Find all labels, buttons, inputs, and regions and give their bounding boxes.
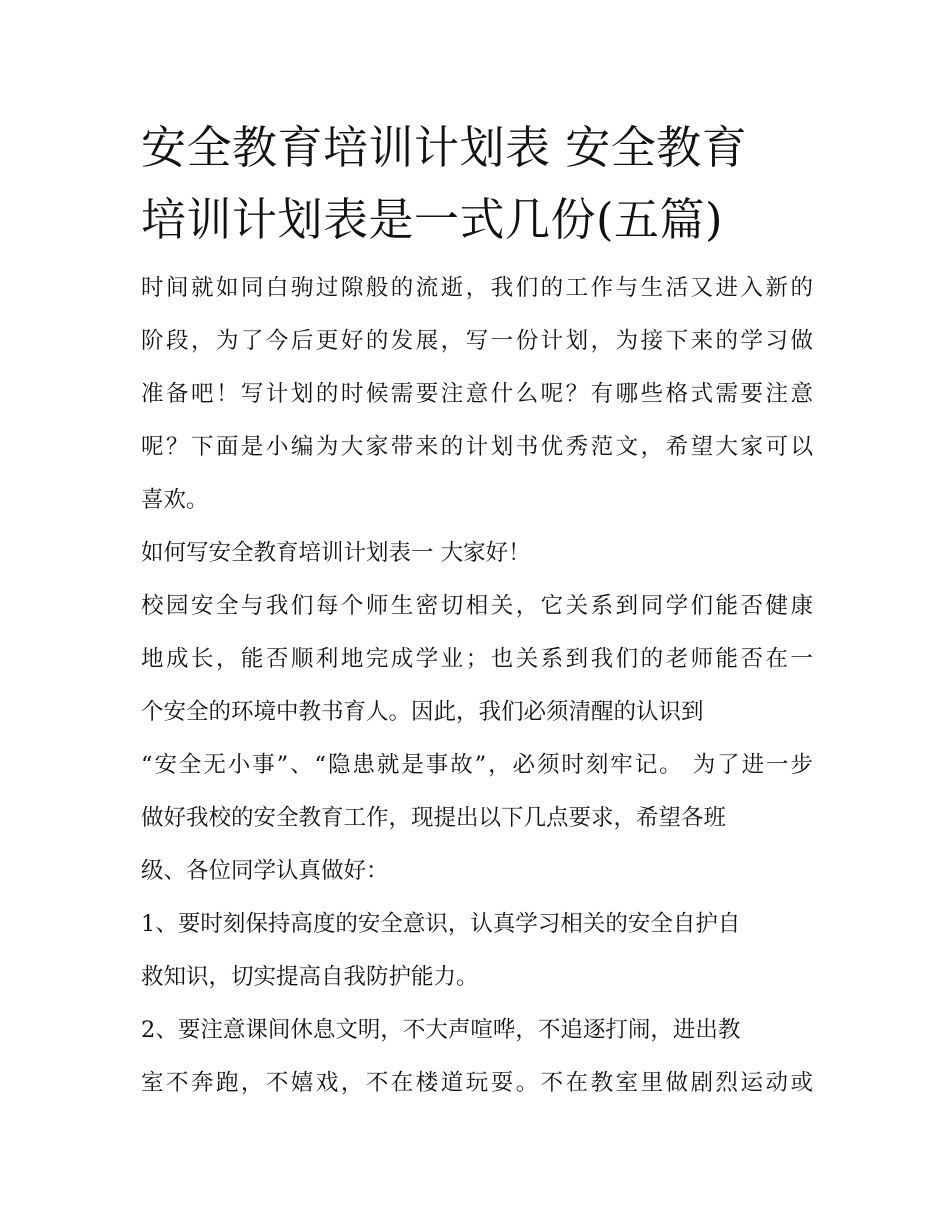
body-line: 阶段，为了今后更好的发展，写一份计划，为接下来的学习做: [141, 328, 813, 354]
body-line: 呢？下面是小编为大家带来的计划书优秀范文，希望大家可以: [141, 434, 813, 460]
body-line: 准备吧！写计划的时候需要注意什么呢？有哪些格式需要注意: [141, 381, 813, 407]
document-page: [141, 112, 813, 1110]
body-line: 地成长，能否顺利地完成学业；也关系到我们的老师能否在一: [141, 646, 813, 672]
document-title: [141, 112, 813, 256]
body-line: 喜欢。: [141, 487, 209, 513]
body-line: 室不奔跑，不嬉戏，不在楼道玩耍。不在教室里做剧烈运动或: [141, 1070, 813, 1096]
body-line: 时间就如同白驹过隙般的流逝，我们的工作与生活又进入新的: [141, 275, 813, 301]
body-line: 级、各位同学认真做好：: [141, 858, 389, 884]
title-line: 培训计划表是一式几份(五篇): [141, 193, 724, 246]
body-line: 做好我校的安全教育工作，现提出以下几点要求，希望各班: [141, 805, 727, 831]
title-line: 安全教育培训计划表 安全教育: [141, 121, 748, 174]
body-line: “安全无小事”、“隐患就是事故”，必须时刻牢记。 为了进一步: [141, 752, 813, 778]
list-item-2: 2、要注意课间休息文明，不大声喧哗，不追逐打闹，进出教: [141, 1017, 741, 1043]
body-line: 校园安全与我们每个师生密切相关，它关系到同学们能否健康: [141, 593, 813, 619]
section-heading: 如何写安全教育培训计划表一 大家好！: [141, 540, 531, 566]
body-line: 救知识，切实提高自我防护能力。: [141, 964, 479, 990]
list-item-1: 1、要时刻保持高度的安全意识，认真学习相关的安全自护自: [141, 911, 741, 937]
document-body: [141, 262, 813, 1110]
body-line: 个安全的环境中教书育人。因此，我们必须清醒的认识到: [141, 699, 704, 725]
